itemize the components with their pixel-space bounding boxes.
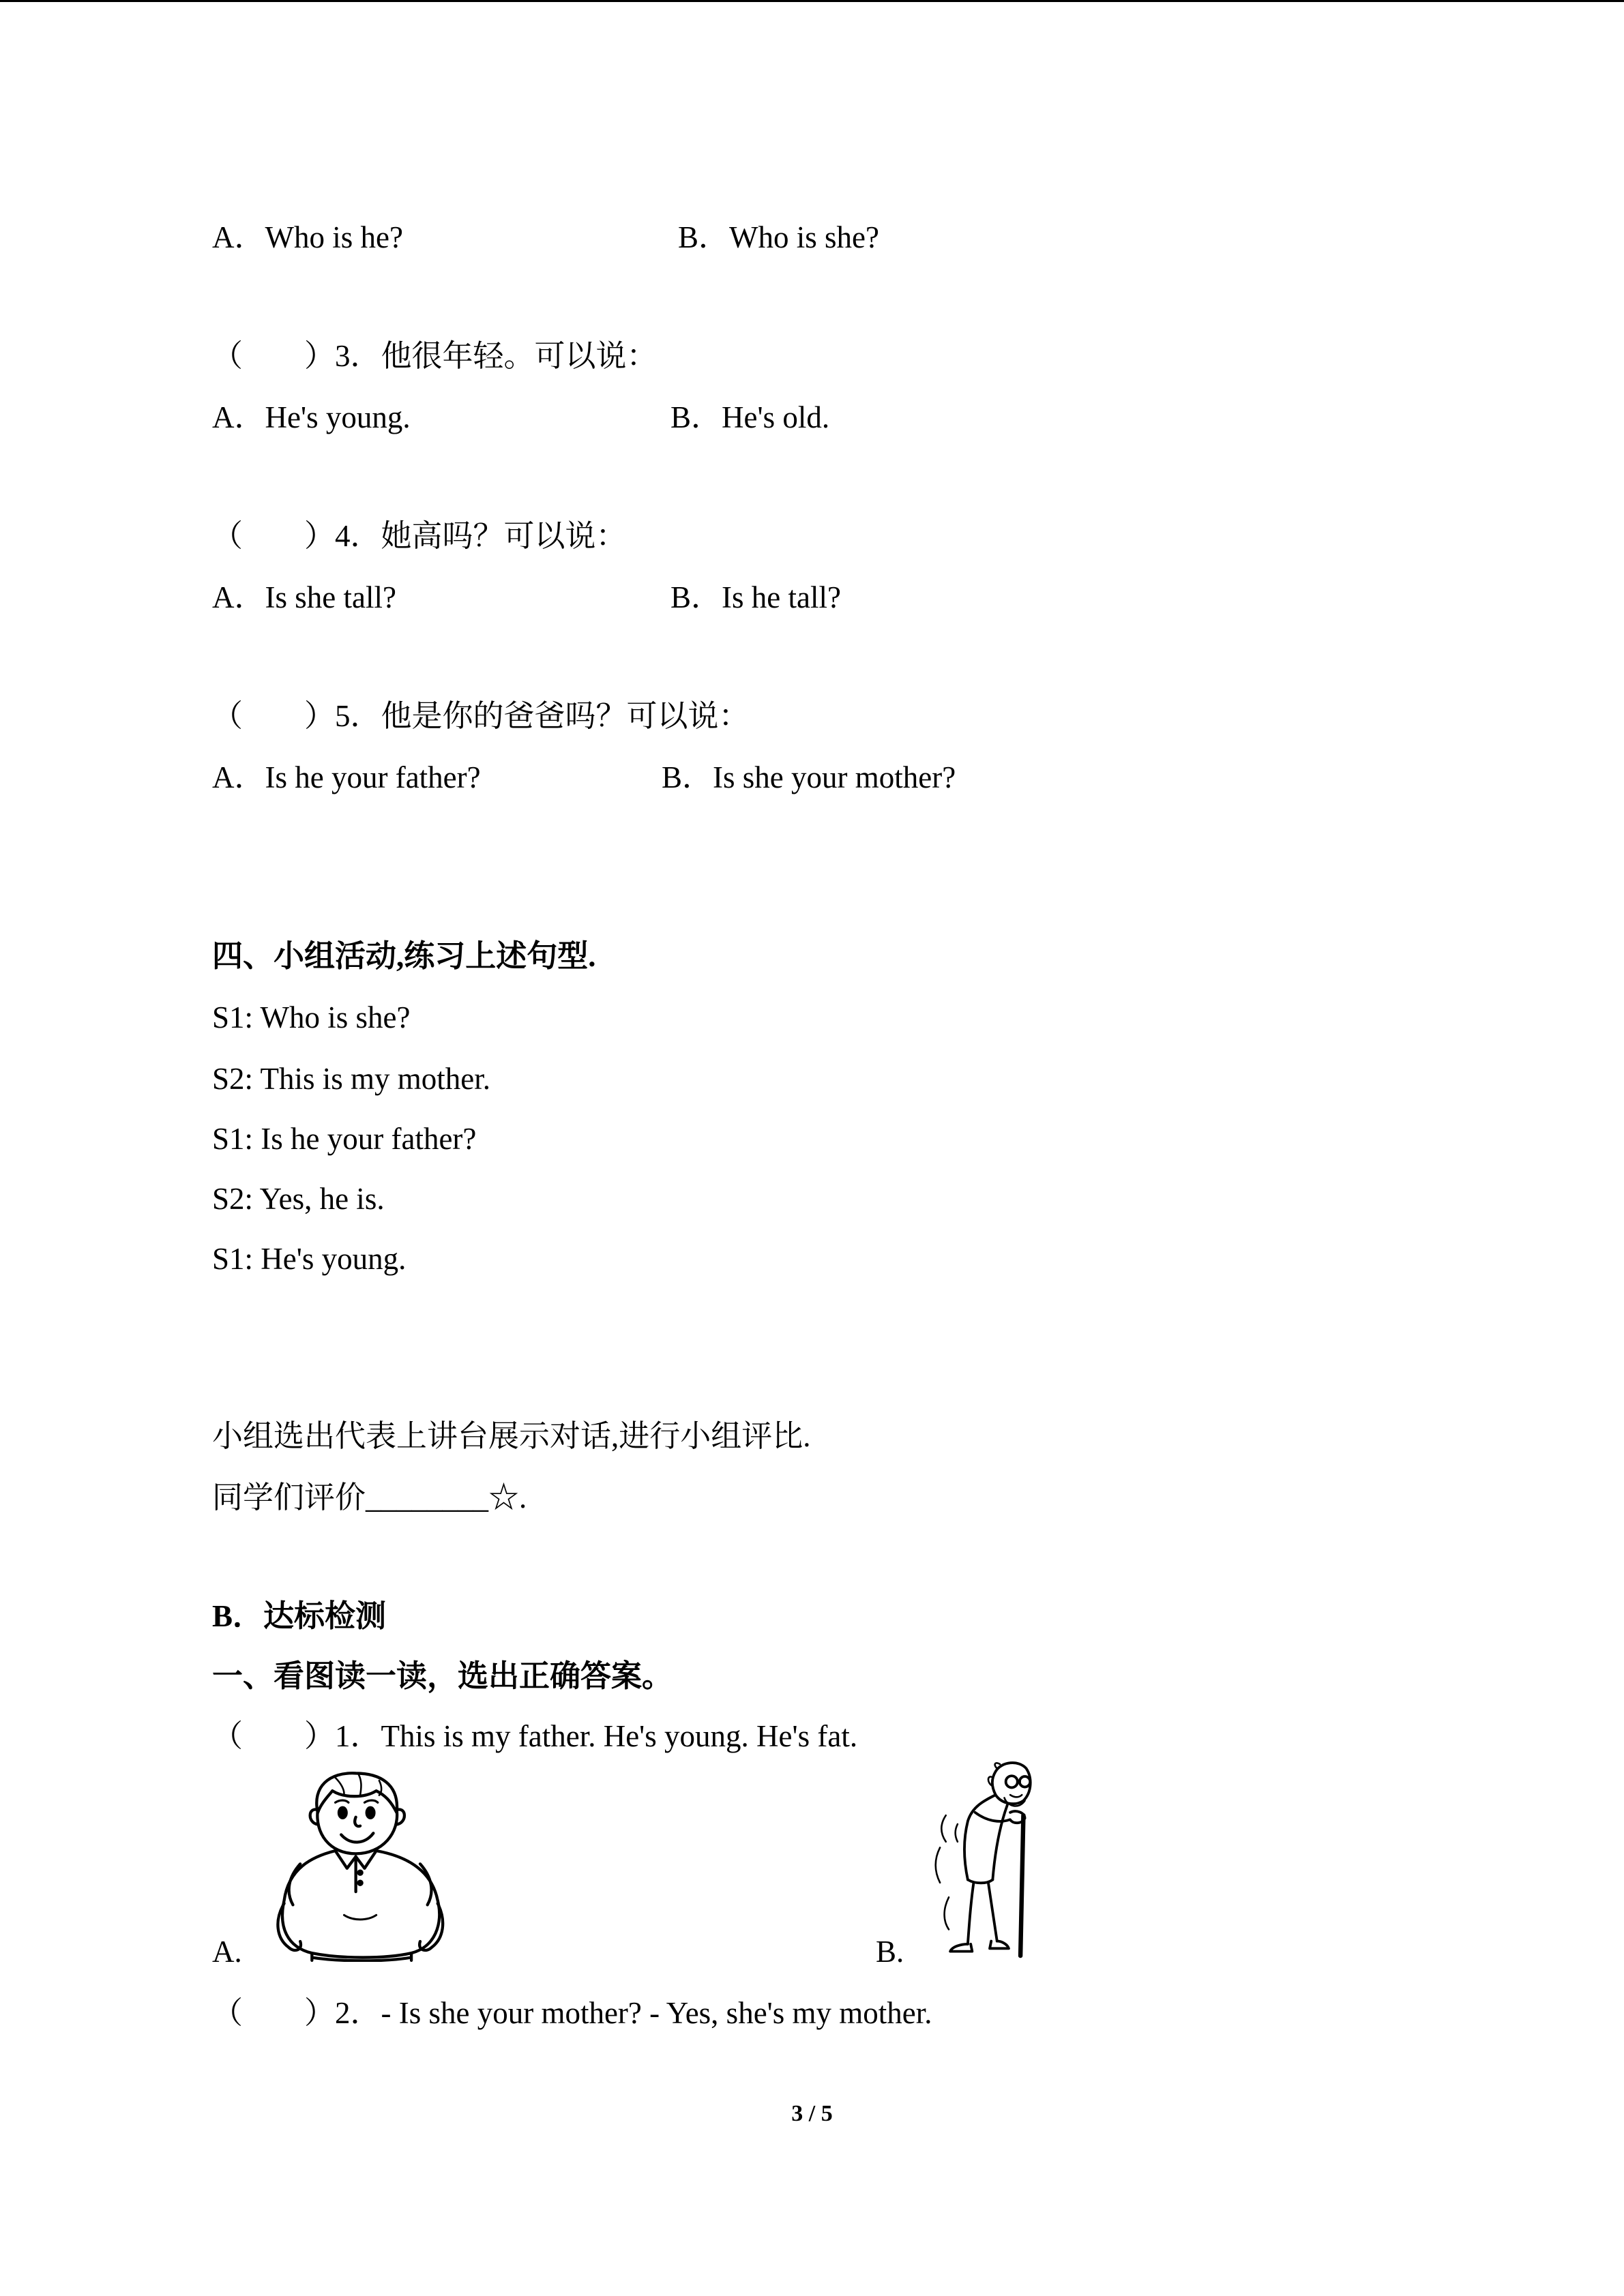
q2-option-b: B．Who is she? bbox=[678, 220, 879, 254]
test-q1-option-b-label: B. bbox=[876, 1935, 904, 1969]
q4-stem: （ ）4．她高吗？可以说： bbox=[212, 519, 627, 553]
dialogue-line: S1: Who is she? bbox=[212, 1000, 411, 1034]
activity-rating: 同学们评价________☆. bbox=[212, 1480, 527, 1515]
button bbox=[358, 1881, 361, 1885]
leg-right bbox=[988, 1883, 997, 1941]
eye-left bbox=[339, 1808, 346, 1818]
cane bbox=[1020, 1815, 1023, 1956]
eyebrows bbox=[336, 1800, 378, 1802]
hand-left bbox=[278, 1903, 301, 1950]
leg-left bbox=[968, 1883, 974, 1944]
dialogue-line: S2: This is my mother. bbox=[212, 1062, 490, 1096]
test-q2-stem: （ ）2．- Is she your mother? - Yes, she's my mother. bbox=[212, 1996, 932, 2030]
page-number: 3 / 5 bbox=[791, 2101, 833, 2126]
dialogue-line: S2: Yes, he is. bbox=[212, 1182, 385, 1216]
old-man-with-cane-illustration bbox=[928, 1757, 1039, 1962]
q2-option-a: A．Who is he? bbox=[212, 220, 403, 254]
belly-fold bbox=[344, 1915, 376, 1919]
q5-option-b: B．Is she your mother? bbox=[662, 760, 956, 794]
q4-option-a: A．Is she tall? bbox=[212, 580, 396, 614]
hair bbox=[316, 1773, 397, 1813]
q5-option-a: A．Is he your father? bbox=[212, 760, 481, 794]
test-part1-title: 一、看图读一读，选出正确答案。 bbox=[212, 1659, 673, 1693]
button bbox=[358, 1871, 361, 1875]
q5-stem: （ ）5．他是你的爸爸吗？可以说： bbox=[212, 699, 750, 733]
page-top-border bbox=[0, 0, 1624, 2]
shirt-body bbox=[282, 1851, 439, 1958]
dialogue-line: S1: Is he your father? bbox=[212, 1122, 477, 1156]
foot-left bbox=[950, 1944, 972, 1952]
fat-young-man-illustration bbox=[268, 1769, 451, 1962]
activity-title: 四、小组活动,练习上述句型. bbox=[212, 939, 596, 973]
activity-note: 小组选出代表上讲台展示对话,进行小组评比. bbox=[212, 1419, 811, 1453]
coat-front bbox=[992, 1805, 1007, 1879]
arm bbox=[975, 1813, 1014, 1821]
shake-lines bbox=[936, 1815, 958, 1929]
test-q1-option-a-label: A. bbox=[212, 1935, 242, 1969]
test-q1-stem: （ ）1．This is my father. He's young. He's fat. bbox=[212, 1719, 858, 1753]
face bbox=[317, 1810, 397, 1853]
test-section-title: B．达标检测 bbox=[212, 1599, 387, 1633]
q3-stem: （ ）3．他很年轻。可以说： bbox=[212, 339, 658, 373]
q4-option-b: B．Is he tall? bbox=[670, 580, 841, 614]
foot-right bbox=[990, 1941, 1009, 1949]
head bbox=[992, 1763, 1031, 1804]
back bbox=[964, 1795, 996, 1879]
mouth bbox=[341, 1833, 373, 1842]
eye-right bbox=[367, 1808, 374, 1818]
q3-option-b: B．He's old. bbox=[670, 400, 830, 434]
nose bbox=[355, 1817, 360, 1826]
q3-option-a: A．He's young. bbox=[212, 400, 411, 434]
dialogue-line: S1: He's young. bbox=[212, 1242, 407, 1276]
